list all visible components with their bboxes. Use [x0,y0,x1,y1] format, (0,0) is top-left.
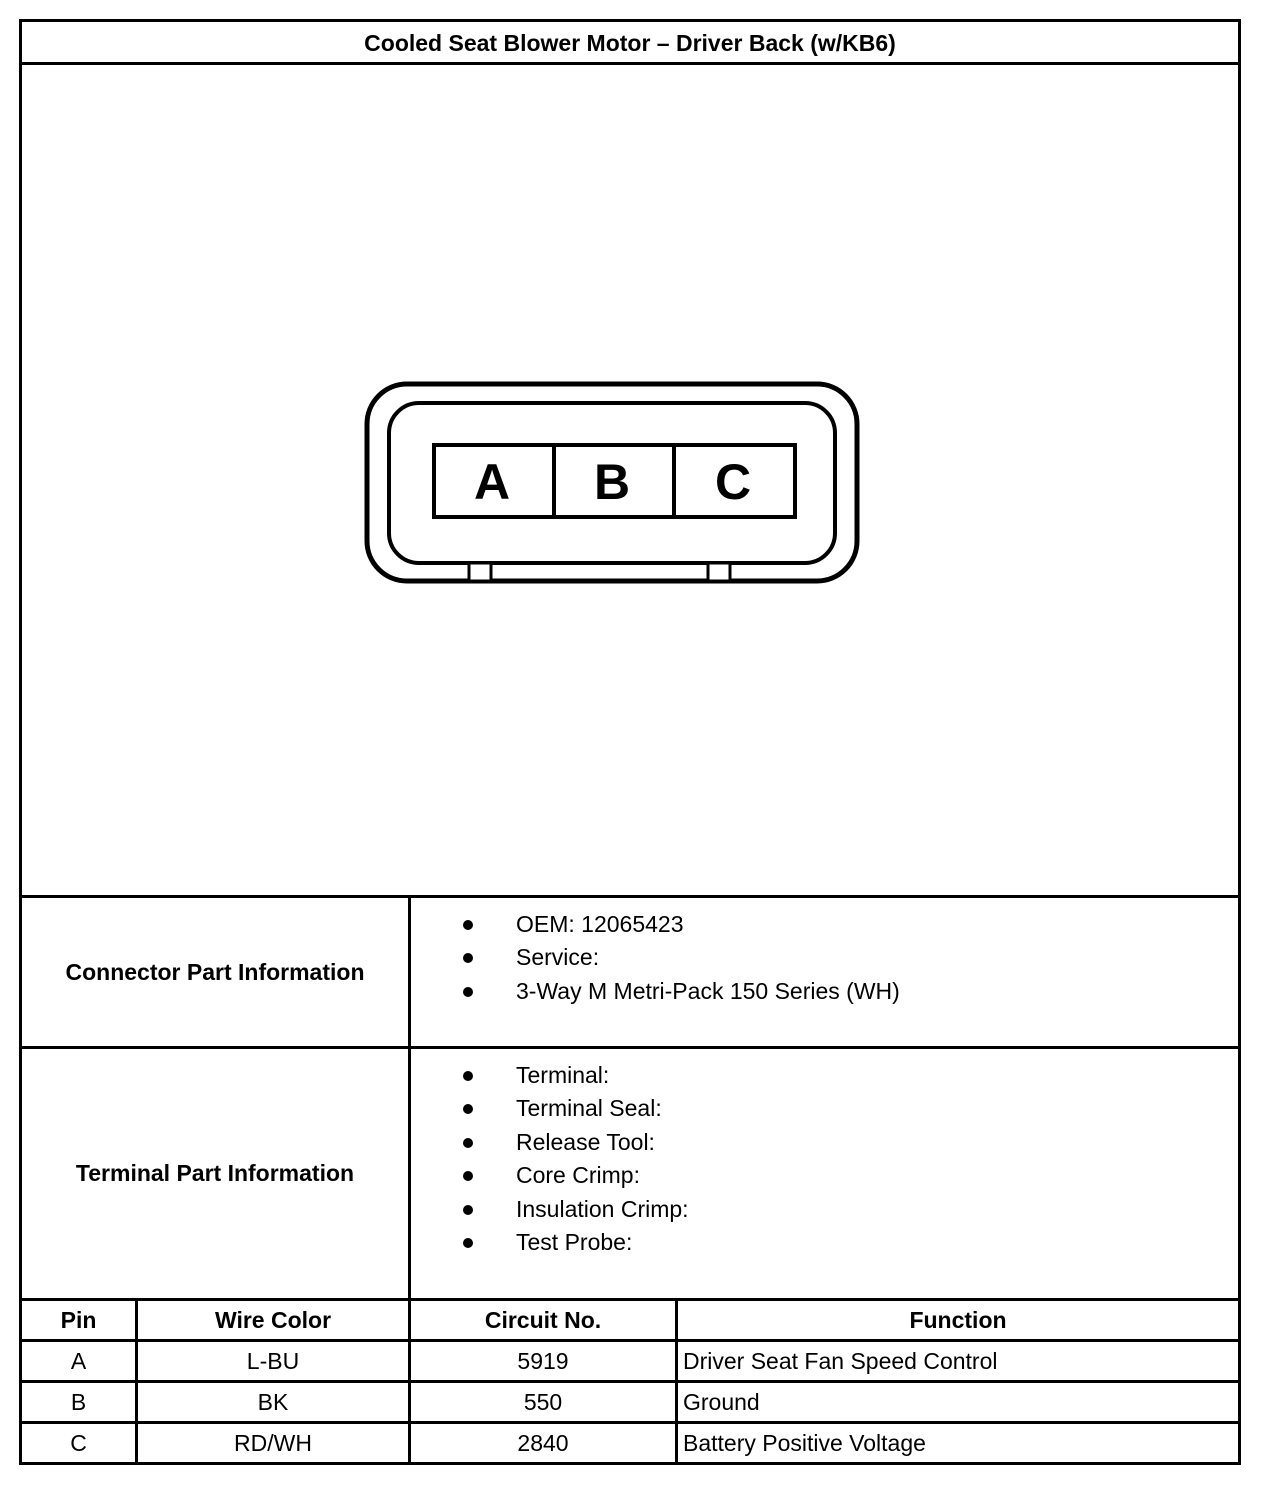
table-cell-pin: B [70,1388,87,1415]
connector-face-drawing [22,67,1238,897]
table-cell-function: Driver Seat Fan Speed Control [683,1347,998,1374]
table-cell-pin: A [70,1347,87,1374]
connector-tab-left [469,563,491,581]
table-cell-pin: C [70,1429,87,1456]
cavity-label-c: C [714,454,752,510]
divider [22,62,1238,65]
connector-part-info-list [411,908,1231,1008]
list-item: Insulation Crimp: [411,1193,1231,1226]
table-cell-circuit-no: 5919 [517,1347,569,1374]
page-title: Cooled Seat Blower Motor – Driver Back (w/KB6) [364,29,896,56]
list-item: Release Tool: [411,1126,1231,1159]
terminal-part-info-list [411,1059,1231,1259]
list-item: Core Crimp: [411,1159,1231,1192]
table-cell-circuit-no: 550 [523,1388,563,1415]
cavity-label-b: B [593,454,631,510]
table-header-circuit-no: Circuit No. [484,1306,602,1333]
connector-tab-right [708,563,730,581]
terminal-part-info-label: Terminal Part Information [75,1160,355,1186]
table-cell-wire-color: BK [257,1388,289,1415]
list-item: 3-Way M Metri-Pack 150 Series (WH) [411,975,1231,1008]
table-header-function: Function [909,1306,1007,1333]
table-header-wire-color: Wire Color [214,1306,332,1333]
list-item: Service: [411,941,1231,974]
table-header-pin: Pin [60,1306,97,1333]
connector-part-info-label: Connector Part Information [65,958,365,985]
cavity-label-a: A [473,454,511,510]
connector-sheet [19,19,1241,1465]
list-item: OEM: 12065423 [411,908,1231,941]
table-cell-wire-color: L-BU [246,1347,300,1374]
table-cell-function: Ground [683,1388,760,1415]
list-item: Terminal: [411,1059,1231,1092]
list-item: Terminal Seal: [411,1092,1231,1125]
table-cell-circuit-no: 2840 [517,1429,569,1456]
table-cell-function: Battery Positive Voltage [683,1429,926,1456]
list-item: Test Probe: [411,1226,1231,1259]
connector-diagram [22,67,1238,897]
table-cell-wire-color: RD/WH [234,1429,312,1456]
